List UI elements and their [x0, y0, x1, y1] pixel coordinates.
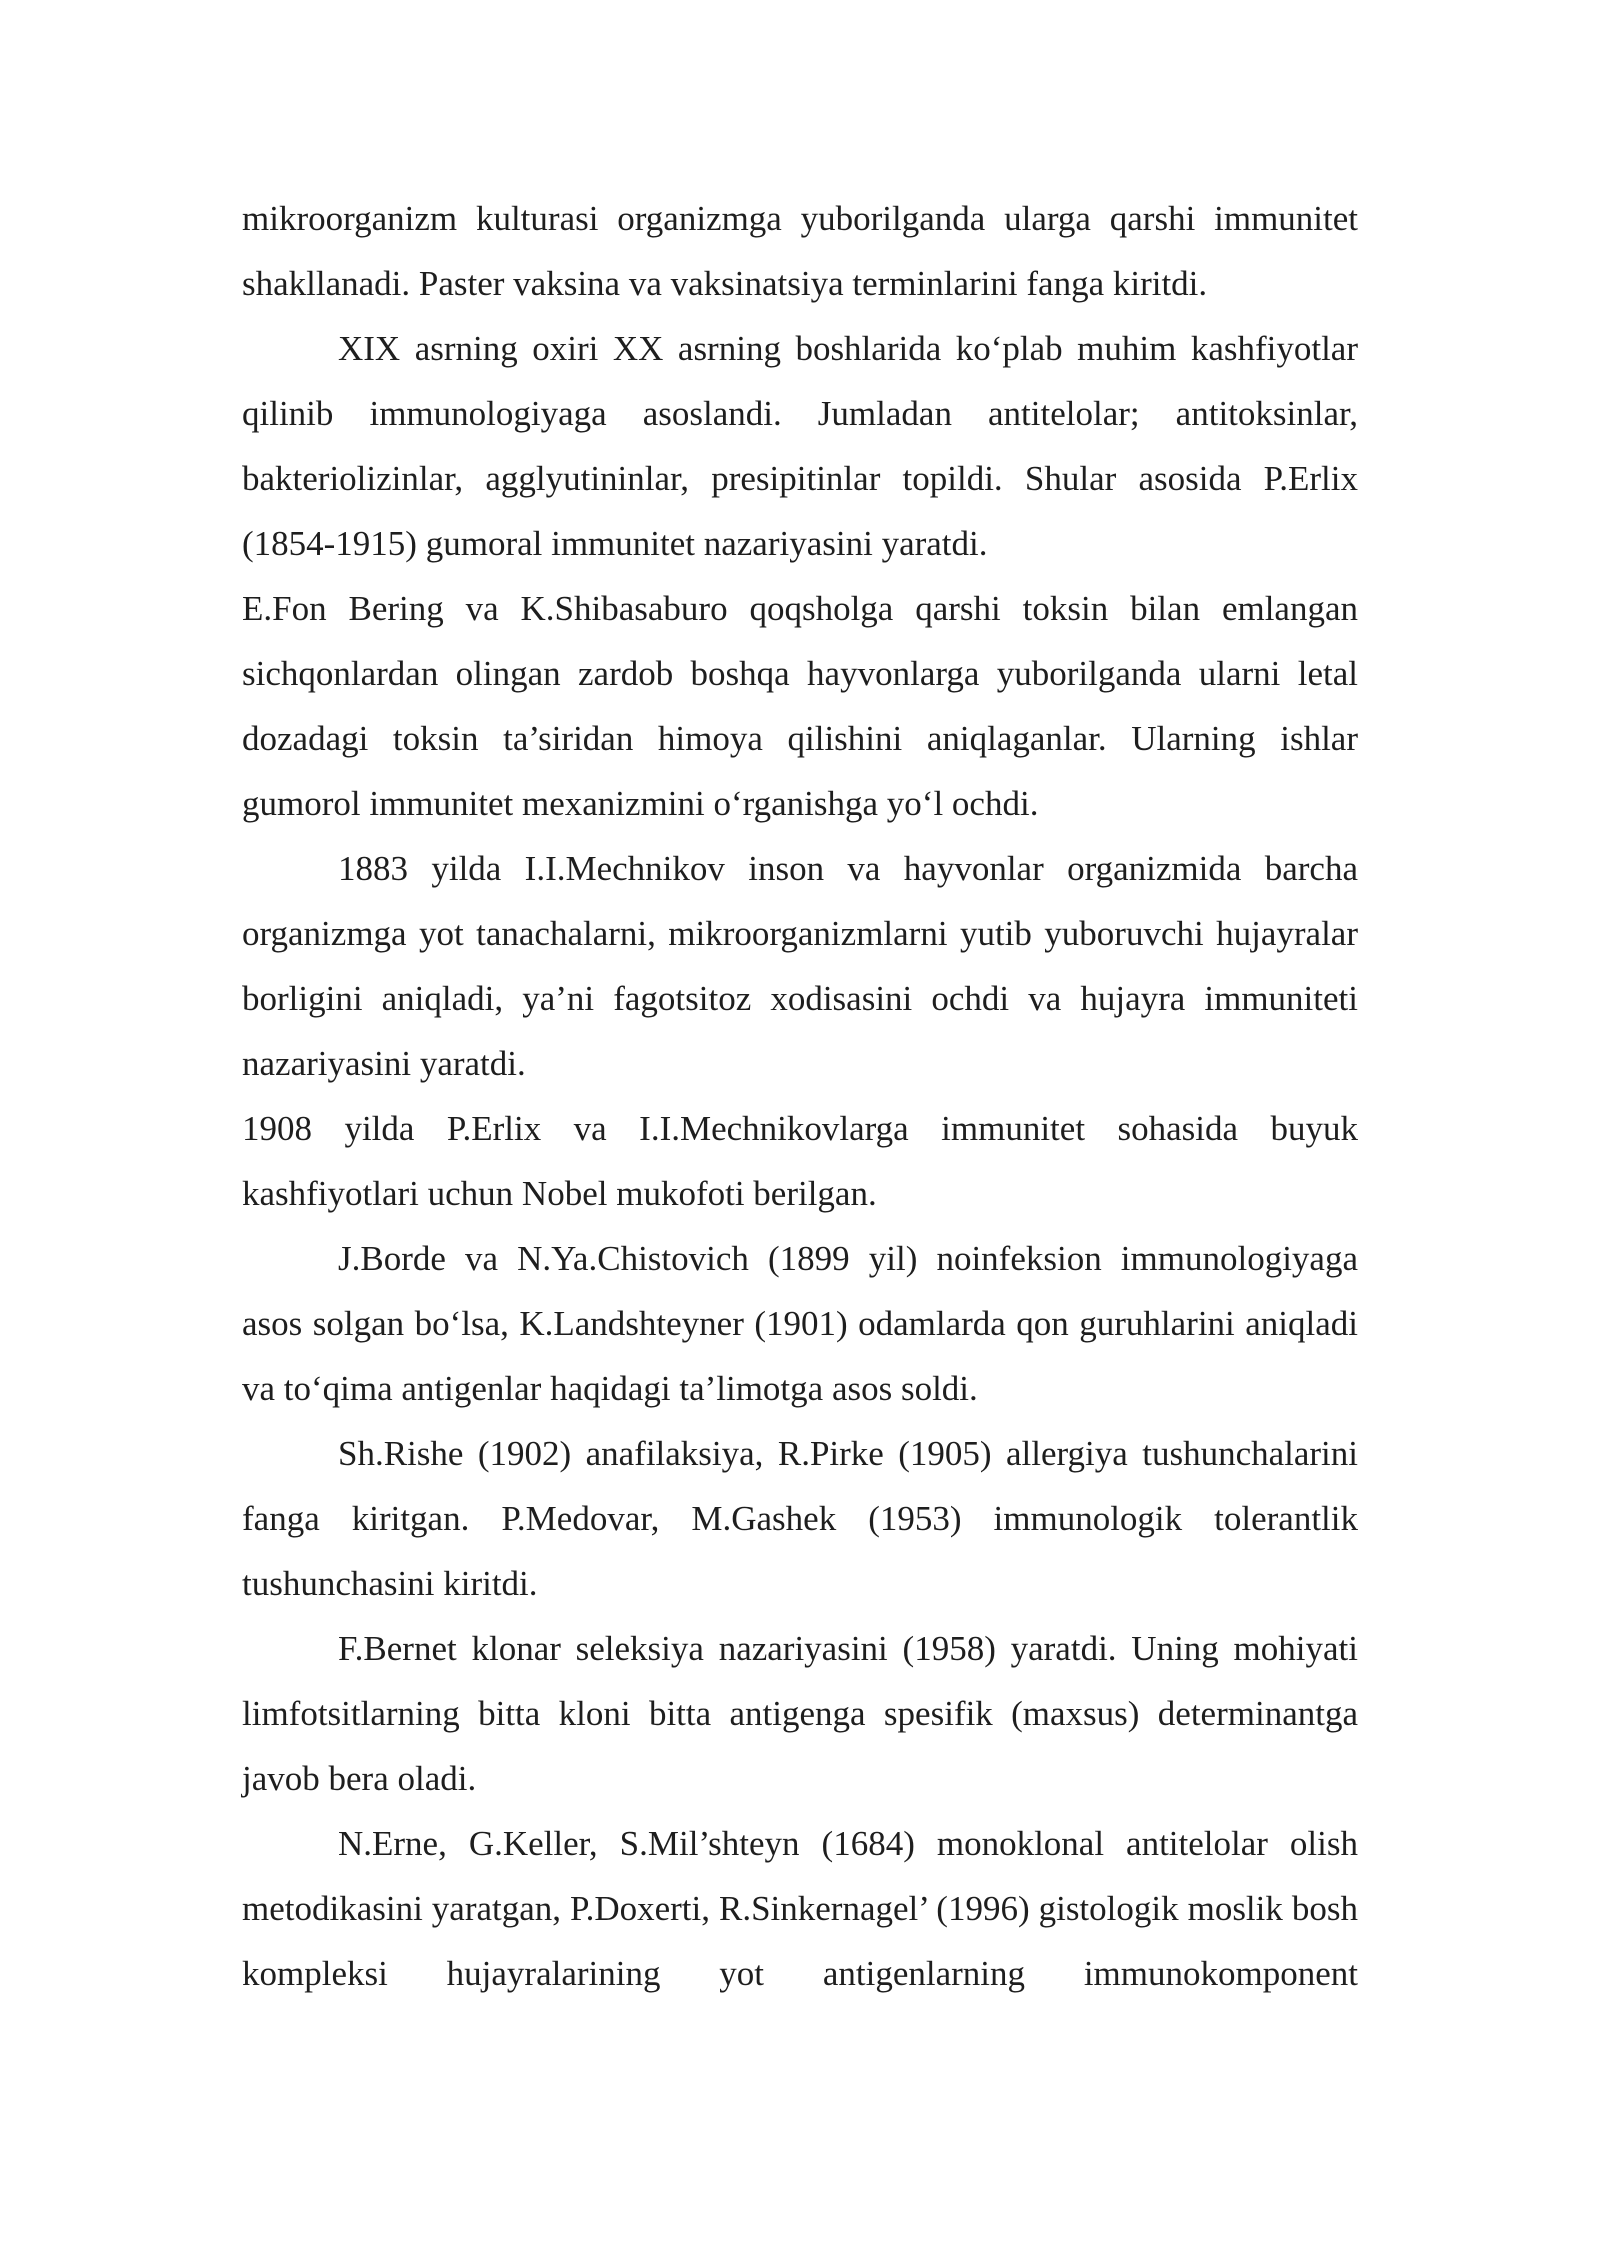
paragraph: mikroorganizm kulturasi organizmga yuborilganda ularga qarshi immunitet shakllanadi. Paster vaksina va vaksinatsiya terminlarini fanga kiritdi. — [242, 199, 1358, 303]
paragraph: J.Borde va N.Ya.Chistovich (1899 yil) noinfeksion immunologiyaga asos solgan bo‘lsa, K.Landshteyner (1901) odamlarda qon guruhlarini aniqladi va to‘qima antigenlar haqidagi ta’limotga asos soldi. — [242, 1239, 1358, 1408]
paragraph: Sh.Rishe (1902) anafilaksiya, R.Pirke (1905) allergiya tushunchalarini fanga kiritgan. P.Medovar, M.Gashek (1953) immunologik tolerantlik tushunchasini kiritdi. — [242, 1434, 1358, 1603]
paragraph: XIX asrning oxiri XX asrning boshlarida ko‘plab muhim kashfiyotlar qilinib immunologiyaga asoslandi. Jumladan antitelolar; antitoksinlar, bakteriolizinlar, agglyutininlar, presipitinlar topildi. Shular asosida P.Erlix (1854-1915) gumoral immunitet nazariyasini yaratdi. — [242, 329, 1358, 563]
paragraph: E.Fon Bering va K.Shibasaburo qoqsholga qarshi toksin bilan emlangan sichqonlardan olingan zardob boshqa hayvonlarga yuborilganda ularni letal dozadagi toksin ta’siridan himoya qilishini aniqlaganlar. Ularning ishlar gumorol immunitet mexanizmini o‘rganishga yo‘l ochdi. — [242, 589, 1358, 823]
paragraph: N.Erne, G.Keller, S.Mil’shteyn (1684) monoklonal antitelolar olish metodikasini yaratgan, P.Doxerti, R.Sinkernagel’ (1996) gistologik moslik bosh kompleksi hujayralarining yot antigenlarning immunokomponent — [242, 1824, 1358, 1993]
paragraph: 1908 yilda P.Erlix va I.I.Mechnikovlarga immunitet sohasida buyuk kashfiyotlari uchun Nobel mukofoti berilgan. — [242, 1109, 1358, 1213]
document-body — [242, 186, 1358, 2006]
paragraph: F.Bernet klonar seleksiya nazariyasini (1958) yaratdi. Uning mohiyati limfotsitlarning bitta kloni bitta antigenga spesifik (maxsus) determinantga javob bera oladi. — [242, 1629, 1358, 1798]
paragraph: 1883 yilda I.I.Mechnikov inson va hayvonlar organizmida barcha organizmga yot tanachalarni, mikroorganizmlarni yutib yuboruvchi hujayralar borligini aniqladi, ya’ni fagotsitoz xodisasini ochdi va hujayra immuniteti nazariyasini yaratdi. — [242, 849, 1358, 1083]
